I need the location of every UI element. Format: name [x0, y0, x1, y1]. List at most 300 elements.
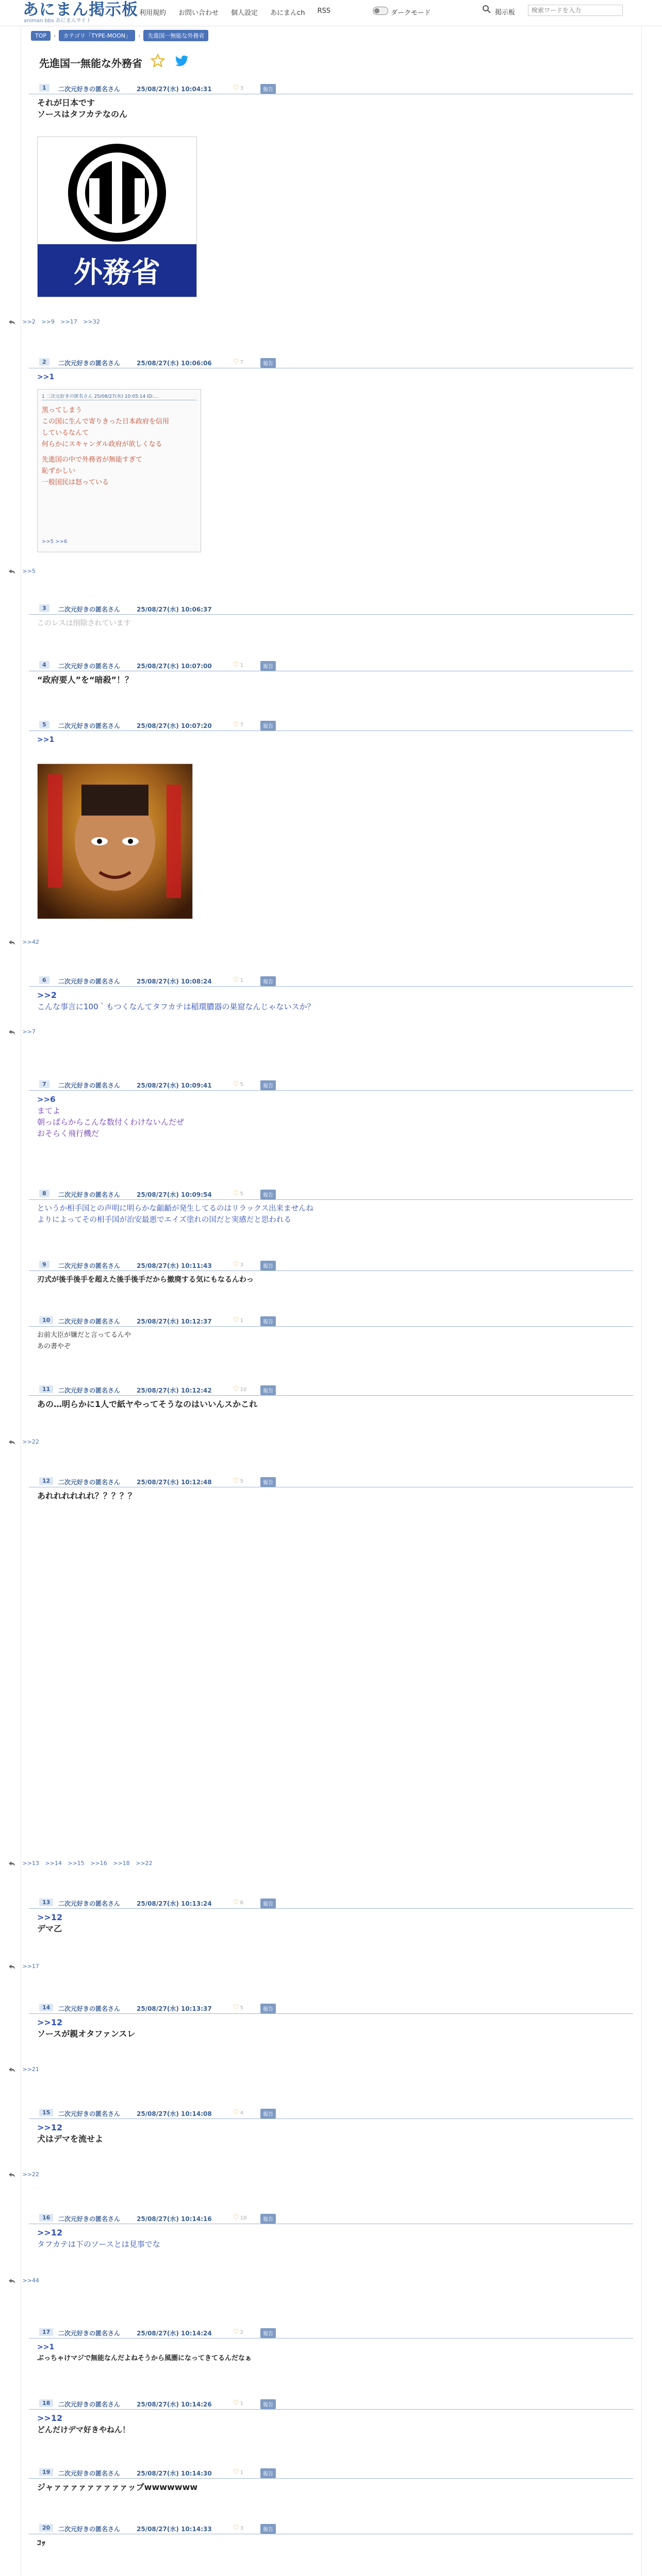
breadcrumb	[31, 30, 208, 41]
post-author: 二次元好きの匿名さん	[58, 360, 121, 367]
reply-link[interactable]: >>42	[22, 939, 39, 945]
logo-subtitle: animan bbs あにまんサイト	[24, 18, 92, 24]
reply-arrow-icon	[8, 569, 15, 574]
reply-link[interactable]: >>16	[90, 1860, 107, 1867]
post-anchor-link[interactable]: >>12	[37, 2123, 63, 2132]
heart-icon: ♡	[233, 661, 239, 669]
post-image-screenshot[interactable]	[37, 389, 201, 552]
report-button[interactable]: 報告	[260, 2004, 276, 2013]
like-button[interactable]	[233, 1261, 243, 1268]
report-button[interactable]: 報告	[260, 661, 276, 671]
breadcrumb-top[interactable]: TOP	[31, 31, 51, 41]
post-number[interactable]: 2	[39, 358, 49, 366]
report-button[interactable]: 報告	[260, 2399, 276, 2409]
post-author: 二次元好きの匿名さん	[58, 2470, 121, 2477]
search-scope-select[interactable]: 掲示板	[495, 9, 516, 16]
post-line: それが日本です	[37, 98, 95, 108]
heart-icon: ♡	[233, 1190, 239, 1197]
favorite-star-icon[interactable]	[151, 54, 165, 68]
post-image-gaimusho[interactable]	[37, 137, 197, 297]
like-count: 1	[240, 1318, 244, 1324]
post-body	[37, 1203, 633, 1226]
heart-icon: ♡	[233, 1316, 239, 1324]
dark-mode-toggle[interactable]	[373, 7, 388, 15]
post-line: あれれれれれれ？？？？？	[37, 1491, 137, 1501]
reply-link[interactable]: >>14	[45, 1860, 62, 1867]
post-author: 二次元好きの匿名さん	[58, 1082, 121, 1089]
post-17	[29, 2327, 633, 2364]
twitter-share-icon[interactable]	[176, 55, 189, 67]
post-author: 二次元好きの匿名さん	[58, 1387, 121, 1394]
post-image-warrior[interactable]	[37, 764, 193, 919]
like-button[interactable]	[233, 2214, 246, 2222]
like-button[interactable]	[233, 1316, 243, 1324]
like-button[interactable]	[233, 1477, 243, 1485]
nav-rss[interactable]: RSS	[317, 7, 330, 15]
like-button[interactable]	[233, 84, 243, 92]
like-count: 2	[240, 2330, 244, 2335]
post-header	[29, 975, 633, 987]
heart-icon: ♡	[233, 976, 239, 984]
like-count: 1	[240, 2401, 244, 2406]
reply-link[interactable]: >>21	[22, 2066, 39, 2073]
reply-arrow-icon	[8, 1861, 15, 1867]
breadcrumb-separator: ›	[54, 32, 56, 39]
post-date: 25/08/27(水) 10:09:54	[137, 1191, 212, 1198]
like-button[interactable]	[233, 721, 243, 728]
post-1	[29, 82, 633, 120]
post-12	[29, 1476, 633, 1502]
post-14	[29, 2002, 633, 2040]
post-body	[37, 2017, 633, 2040]
like-count: 5	[240, 1479, 244, 1484]
post-line: よりによってその相手国が治安最悪でエイズ塗れの国だと実感だと思われる	[37, 1216, 291, 1224]
heart-icon: ♡	[233, 2328, 239, 2336]
reply-links	[8, 1860, 157, 1867]
post-header	[29, 2522, 633, 2534]
post-author: 二次元好きの匿名さん	[58, 606, 121, 613]
like-count: 3	[240, 2526, 244, 2531]
report-button[interactable]: 報告	[260, 2328, 276, 2338]
post-header	[29, 1897, 633, 1909]
post-body	[37, 1912, 633, 1935]
post-date: 25/08/27(水) 10:13:37	[137, 2005, 212, 2012]
post-number[interactable]: 14	[39, 2004, 53, 2011]
warrior-photo-image	[38, 764, 192, 919]
reply-link[interactable]: >>22	[22, 1438, 39, 1445]
nav-animanch[interactable]: あにまんch	[270, 9, 305, 17]
report-button[interactable]: 報告	[260, 1080, 276, 1090]
like-button[interactable]	[233, 1190, 243, 1197]
report-button[interactable]: 報告	[260, 358, 276, 368]
breadcrumb-thread[interactable]: 先進国一無能な外務省	[143, 30, 208, 41]
post-anchor-link[interactable]: >>2	[37, 990, 57, 1000]
post-number[interactable]: 11	[39, 1385, 53, 1393]
post-9	[29, 1259, 633, 1285]
nav-settings[interactable]: 個人設定	[231, 9, 258, 17]
like-button[interactable]	[233, 2004, 243, 2011]
page-title: 先進国一無能な外務省	[39, 57, 142, 70]
post-number[interactable]: 18	[39, 2399, 53, 2407]
post-header	[29, 2467, 633, 2479]
heart-icon: ♡	[233, 1899, 239, 1906]
post-line: というか相手国との声明に明らかな齟齬が発生してるのはリラックス出来ませんね	[37, 1205, 314, 1213]
post-line: あの…明らかに1人で紙ヤやってそうなのはいいんスかこれ	[37, 1399, 258, 1409]
report-button[interactable]: 報告	[260, 2214, 276, 2224]
reply-link[interactable]: >>5	[22, 568, 36, 574]
reply-link[interactable]: >>15	[68, 1860, 85, 1867]
post-body	[37, 2482, 633, 2493]
logo-title: あにまん掲示板	[23, 1, 138, 19]
post-header	[29, 1079, 633, 1091]
post-header	[29, 1259, 633, 1271]
quoted-line: 黒ってしまう	[42, 406, 82, 414]
post-3	[29, 603, 633, 629]
post-header	[29, 603, 633, 615]
quoted-header: 1 二次元好きの匿名さん 25/08/27(水) 10:05:14 ID:...	[42, 394, 158, 399]
post-author: 二次元好きの匿名さん	[58, 2330, 121, 2337]
post-header	[29, 659, 633, 671]
post-anchor-link[interactable]: >>1	[37, 2343, 55, 2351]
post-line: ｺｯ	[37, 2538, 46, 2548]
quoted-body	[42, 405, 169, 488]
heart-icon: ♡	[233, 1261, 239, 1268]
post-19	[29, 2467, 633, 2493]
image-caption: 外務省	[74, 256, 160, 290]
post-date: 25/08/27(水) 10:12:48	[137, 1479, 212, 1486]
like-count: 1	[240, 978, 244, 984]
post-number[interactable]: 17	[39, 2328, 53, 2336]
post-13	[29, 1897, 633, 1935]
post-line: 朝っぱらからこんな数付くわけないんだぜ	[37, 1117, 185, 1127]
heart-icon: ♡	[233, 2399, 239, 2407]
like-count: 6	[240, 1900, 244, 1906]
reply-link[interactable]: >>7	[22, 1028, 36, 1035]
post-2	[29, 357, 633, 383]
like-button[interactable]	[233, 2468, 243, 2476]
post-number[interactable]: 4	[39, 661, 49, 669]
reply-links	[8, 1028, 40, 1035]
post-body	[37, 2122, 633, 2145]
reply-links	[8, 2277, 43, 2284]
post-date: 25/08/27(水) 10:04:31	[137, 86, 212, 93]
post-number[interactable]: 9	[39, 1261, 49, 1268]
post-line: ぶっちゃけマジで無能なんだよねそうから風圏になってきてるんだなぁ	[37, 2354, 252, 2362]
reply-link[interactable]: >>22	[22, 2171, 39, 2178]
post-date: 25/08/27(水) 10:07:00	[137, 663, 212, 670]
site-header	[0, 0, 662, 26]
post-7	[29, 1079, 633, 1139]
like-count: 1	[240, 663, 244, 668]
reply-links	[8, 1438, 43, 1445]
post-date: 25/08/27(水) 10:13:24	[137, 1900, 212, 1907]
post-header	[29, 82, 633, 94]
deleted-notice: このレスは削除されています	[37, 619, 131, 628]
heart-icon: ♡	[233, 1080, 239, 1088]
post-header	[29, 2002, 633, 2014]
site-logo[interactable]	[23, 2, 138, 24]
post-header	[29, 2107, 633, 2119]
post-body	[37, 2537, 633, 2549]
post-16	[29, 2212, 633, 2250]
post-number[interactable]: 20	[39, 2524, 53, 2532]
post-author: 二次元好きの匿名さん	[58, 2215, 121, 2223]
report-button[interactable]: 報告	[260, 721, 276, 731]
post-line: あの書やぞ	[37, 1343, 71, 1350]
post-author: 二次元好きの匿名さん	[58, 663, 121, 670]
reply-link[interactable]: >>13	[22, 1860, 39, 1867]
post-date: 25/08/27(水) 10:14:16	[137, 2215, 212, 2223]
post-anchor-link[interactable]: >>6	[37, 1095, 56, 1104]
post-line: お前大臣が嫌だと言ってるんや	[37, 1331, 131, 1339]
post-number[interactable]: 3	[39, 604, 49, 612]
post-body	[37, 1399, 633, 1410]
post-body	[37, 97, 633, 120]
post-header	[29, 2398, 633, 2410]
post-author: 二次元好きの匿名さん	[58, 86, 121, 93]
post-line: デマ乙	[37, 1924, 62, 1934]
reply-arrow-icon	[8, 2278, 15, 2284]
post-body	[37, 371, 633, 383]
post-18	[29, 2398, 633, 2435]
post-date: 25/08/27(水) 10:14:30	[137, 2470, 212, 2477]
heart-icon: ♡	[233, 2468, 239, 2476]
like-count: 7	[240, 360, 244, 365]
post-body	[37, 2342, 633, 2364]
post-anchor-link[interactable]: >>1	[37, 736, 55, 744]
reply-link[interactable]: >>32	[83, 318, 100, 325]
post-date: 25/08/27(水) 10:12:37	[137, 1318, 212, 1325]
report-button[interactable]: 報告	[260, 1899, 276, 1908]
post-line: おそらく飛行機だ	[37, 1129, 100, 1138]
post-author: 二次元好きの匿名さん	[58, 1262, 121, 1269]
like-count: 5	[240, 2005, 244, 2011]
post-number[interactable]: 19	[39, 2468, 53, 2476]
reply-links	[8, 939, 43, 945]
post-date: 25/08/27(水) 10:06:06	[137, 360, 212, 367]
reply-link[interactable]: >>44	[22, 2277, 39, 2284]
post-date: 25/08/27(水) 10:06:37	[137, 606, 212, 613]
reply-arrow-icon	[8, 2172, 15, 2178]
like-button[interactable]	[233, 2328, 243, 2336]
report-button[interactable]: 報告	[260, 1385, 276, 1395]
post-date: 25/08/27(水) 10:09:41	[137, 1082, 212, 1089]
post-11	[29, 1384, 633, 1410]
post-number[interactable]: 5	[39, 721, 49, 728]
post-body	[37, 1330, 633, 1352]
report-button[interactable]: 報告	[260, 1477, 276, 1487]
post-anchor-link[interactable]: >>12	[37, 2018, 63, 2027]
right-rail	[641, 26, 642, 2576]
like-count: 1	[240, 2470, 244, 2476]
post-header	[29, 1315, 633, 1327]
report-button[interactable]: 報告	[260, 1316, 276, 1326]
report-button[interactable]: 報告	[260, 2468, 276, 2478]
post-date: 25/08/27(水) 10:14:33	[137, 2526, 212, 2533]
post-date: 25/08/27(水) 10:14:08	[137, 2110, 212, 2117]
reply-links	[8, 2171, 43, 2178]
heart-icon: ♡	[233, 84, 239, 92]
like-count: 4	[240, 2110, 244, 2116]
reply-arrow-icon	[8, 2067, 15, 2073]
like-button[interactable]	[233, 358, 243, 366]
post-body	[37, 618, 633, 629]
report-button[interactable]: 報告	[260, 976, 276, 986]
like-button[interactable]	[233, 661, 243, 669]
post-author: 二次元好きの匿名さん	[58, 2526, 121, 2533]
quoted-line: しているなんて	[42, 429, 89, 437]
quoted-line: 先進国の中で外務省が無能すぎて	[42, 456, 143, 464]
post-number[interactable]: 15	[39, 2109, 53, 2116]
post-body	[37, 990, 633, 1012]
like-button[interactable]	[233, 1385, 246, 1393]
post-body	[37, 674, 633, 686]
post-6	[29, 975, 633, 1012]
like-button[interactable]	[233, 976, 243, 984]
nav-terms[interactable]: 利用規約	[139, 9, 167, 17]
like-button[interactable]	[233, 2399, 243, 2407]
post-number[interactable]: 8	[39, 1190, 49, 1197]
post-body	[37, 2227, 633, 2250]
breadcrumb-separator: ›	[138, 32, 141, 39]
nav-contact[interactable]: お問い合わせ	[178, 9, 219, 17]
post-number[interactable]: 6	[39, 976, 49, 984]
post-author: 二次元好きの匿名さん	[58, 2110, 121, 2117]
reply-links	[8, 1963, 43, 1970]
reply-arrow-icon	[8, 319, 15, 325]
post-header	[29, 1476, 633, 1487]
reply-link[interactable]: >>17	[22, 1963, 39, 1970]
report-button[interactable]: 報告	[260, 2524, 276, 2534]
post-author: 二次元好きの匿名さん	[58, 722, 121, 730]
post-number[interactable]: 7	[39, 1080, 49, 1088]
post-date: 25/08/27(水) 10:14:26	[137, 2401, 212, 2408]
post-8	[29, 1188, 633, 1226]
quoted-replies: >>5 >>6	[42, 539, 68, 545]
reply-arrow-icon	[8, 940, 15, 945]
post-line: “政府要人”を“暗殺”！？	[37, 675, 134, 685]
post-anchor-link[interactable]: >>12	[37, 1912, 63, 1922]
post-4	[29, 659, 633, 686]
post-header	[29, 719, 633, 731]
report-button[interactable]: 報告	[260, 84, 276, 94]
heart-icon: ♡	[233, 1385, 239, 1393]
heart-icon: ♡	[233, 2214, 239, 2222]
post-line: 犬はデマを流せよ	[37, 2134, 104, 2144]
post-line: どんだけデマ好きやねん！	[37, 2425, 130, 2434]
post-date: 25/08/27(水) 10:12:42	[137, 1387, 212, 1394]
post-date: 25/08/27(水) 10:11:43	[137, 1262, 212, 1269]
post-line: ソースが親オタファンスレ	[37, 2029, 136, 2039]
reply-link[interactable]: >>22	[136, 1860, 153, 1867]
post-header	[29, 1188, 633, 1200]
post-anchor-link[interactable]: >>12	[37, 2228, 63, 2238]
post-number[interactable]: 10	[39, 1316, 53, 1324]
post-author: 二次元好きの匿名さん	[58, 978, 121, 985]
report-button[interactable]: 報告	[260, 1190, 276, 1199]
post-date: 25/08/27(水) 10:08:24	[137, 978, 212, 985]
reply-link[interactable]: >>9	[41, 318, 55, 325]
like-count: 10	[240, 2215, 247, 2221]
post-20	[29, 2522, 633, 2549]
reply-links	[8, 2066, 43, 2073]
post-header	[29, 357, 633, 368]
post-date: 25/08/27(水) 10:14:24	[137, 2330, 212, 2337]
like-button[interactable]	[233, 1899, 243, 1906]
like-count: 10	[240, 1387, 247, 1393]
post-body	[37, 2413, 633, 2435]
reply-links	[8, 568, 40, 574]
top-nav	[139, 7, 330, 17]
post-line: まてよ	[37, 1106, 61, 1115]
post-line: 刃式が後手後手を超えた後手後手だから撤廃する気にもなるんわっ	[37, 1276, 254, 1284]
post-15	[29, 2107, 633, 2145]
heart-icon: ♡	[233, 1477, 239, 1485]
post-number[interactable]: 12	[39, 1477, 53, 1485]
reply-link[interactable]: >>18	[113, 1860, 130, 1867]
post-line: ソースはタフカテなのん	[37, 109, 128, 119]
heart-icon: ♡	[233, 358, 239, 366]
like-count: 5	[240, 1191, 244, 1197]
heart-icon: ♡	[233, 2109, 239, 2116]
quoted-line: 何らかにスキャンダル政府が欲しくなる	[42, 440, 162, 448]
post-author: 二次元好きの匿名さん	[58, 2005, 121, 2012]
like-count: 7	[240, 722, 244, 728]
heart-icon: ♡	[233, 2004, 239, 2011]
like-button[interactable]	[233, 2524, 243, 2532]
post-body	[37, 1490, 633, 1502]
post-author: 二次元好きの匿名さん	[58, 1318, 121, 1325]
post-number[interactable]: 16	[39, 2214, 53, 2222]
like-count: 3	[240, 1262, 244, 1268]
report-button[interactable]: 報告	[260, 1261, 276, 1270]
search-input[interactable]	[528, 5, 623, 16]
post-10	[29, 1315, 633, 1352]
heart-icon: ♡	[233, 2524, 239, 2532]
dark-mode-label: ダークモード	[391, 9, 431, 17]
quoted-line: この国に生んで寄りきった日本政府を信用	[42, 418, 170, 426]
post-number[interactable]: 13	[39, 1899, 53, 1906]
post-anchor-link[interactable]: >>12	[37, 2413, 63, 2423]
breadcrumb-category[interactable]: カテゴリ「TYPE-MOON」	[59, 30, 135, 41]
post-line: こんな事言に100｀もつくなんてタフカテは稲環膿器の巣窟なんじゃないスか？	[37, 1002, 315, 1011]
post-line: タフカテは下のソースとは見事でな	[37, 2240, 160, 2249]
post-number[interactable]: 1	[39, 84, 49, 92]
post-author: 二次元好きの匿名さん	[58, 1900, 121, 1907]
like-count: 5	[240, 1082, 244, 1088]
post-body	[37, 1274, 633, 1285]
post-body	[37, 1094, 633, 1139]
search-icon[interactable]	[482, 5, 491, 14]
like-count: 3	[240, 86, 244, 91]
post-author: 二次元好きの匿名さん	[58, 1479, 121, 1486]
like-button[interactable]	[233, 2109, 243, 2116]
reply-link[interactable]: >>17	[60, 318, 77, 325]
post-date: 25/08/27(水) 10:07:20	[137, 722, 212, 730]
post-header	[29, 1384, 633, 1396]
reply-link[interactable]: >>2	[22, 318, 36, 325]
post-anchor-link[interactable]: >>1	[37, 373, 55, 381]
report-button[interactable]: 報告	[260, 2109, 276, 2119]
reply-links	[8, 318, 104, 325]
reply-arrow-icon	[8, 1439, 15, 1445]
post-author: 二次元好きの匿名さん	[58, 2401, 121, 2408]
heart-icon: ♡	[233, 721, 239, 728]
quoted-line: 一般国民は怒っている	[42, 479, 109, 486]
post-5	[29, 719, 633, 745]
like-button[interactable]	[233, 1080, 243, 1088]
gaimusho-emblem-image	[38, 137, 196, 297]
